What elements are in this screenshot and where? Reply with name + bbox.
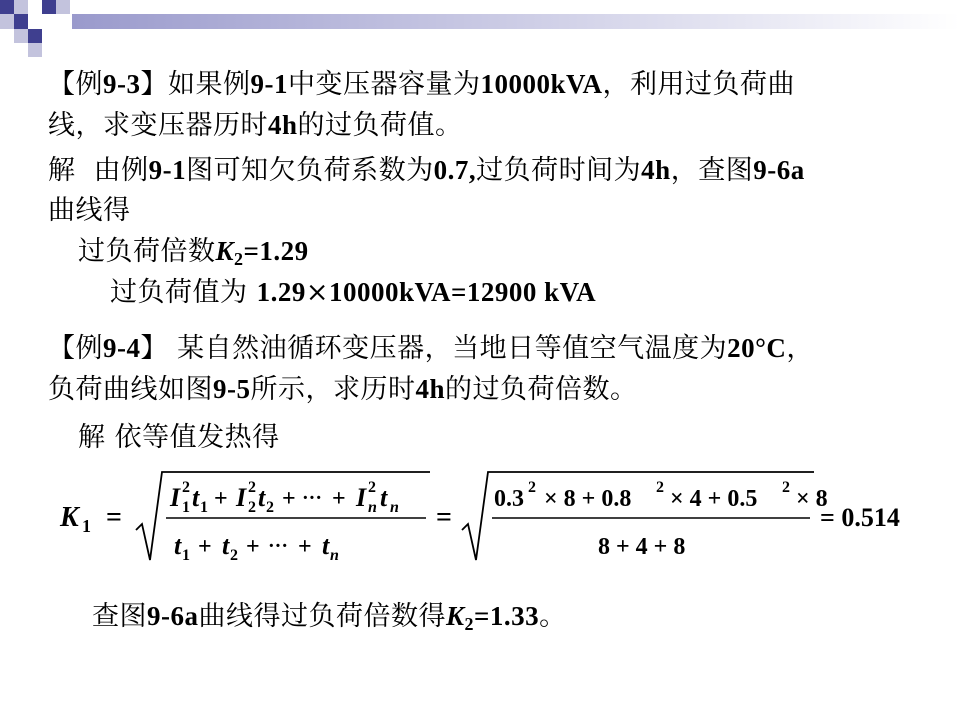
num2-d: × 8 — [796, 486, 828, 512]
text: 曲线得过负荷倍数得 — [198, 601, 446, 632]
text: 负荷曲线如图 — [48, 374, 213, 405]
example-9-4 — [48, 328, 814, 410]
den-t1-sub: 1 — [182, 547, 190, 564]
num-dots: ··· — [302, 487, 323, 509]
value-b: 10000kVA=12900 kVA — [328, 277, 597, 307]
k-value: =1.29 — [243, 236, 309, 266]
solution-9-3-line-2 — [48, 191, 805, 231]
example-9-4-line-1 — [48, 328, 814, 369]
num-t2: t — [258, 483, 266, 512]
num-tn-sub: n — [390, 499, 399, 516]
formula-svg — [58, 468, 938, 568]
text: 曲线得 — [48, 195, 131, 226]
figure-ref: 9-6a — [147, 601, 199, 631]
den-t2: t — [222, 531, 230, 560]
times-sign: × — [305, 277, 329, 308]
den-tn-sub: n — [330, 547, 339, 564]
equals-2: = — [436, 502, 452, 533]
figure-ref: 9-5 — [213, 374, 251, 404]
k-subscript: 2 — [464, 614, 475, 634]
example-9-3-line-1 — [48, 64, 795, 105]
num-t1-sub: 1 — [200, 499, 208, 516]
num-i2-sub: 2 — [248, 499, 256, 516]
num-i1-sub: 1 — [182, 499, 190, 516]
den-plus-3: + — [298, 534, 312, 560]
den-t2-sub: 2 — [230, 547, 238, 564]
k-symbol: K — [215, 236, 235, 266]
k-value: =1.33 — [474, 601, 540, 631]
num-i2: I — [236, 483, 247, 512]
text: 如果例 — [168, 69, 251, 100]
solution-9-3 — [48, 150, 805, 313]
deco-square-6 — [14, 29, 28, 43]
deco-gradient-bar — [72, 14, 960, 29]
coef: 0.7, — [433, 155, 477, 185]
solve-intro: 解 依等值发热得 — [78, 422, 280, 453]
k-symbol: K — [446, 601, 465, 631]
deco-square-3 — [0, 14, 14, 29]
num-i1: I — [170, 483, 181, 512]
result: = 0.514 — [820, 503, 900, 532]
solution-9-3-k2 — [48, 231, 805, 272]
deco-square-5 — [28, 29, 42, 43]
num2-c: × 4 + 0.5 — [670, 486, 758, 512]
example-number: 9-3 — [103, 69, 141, 99]
text: 的过负荷值。 — [297, 110, 463, 141]
lhs-sub: 1 — [82, 516, 91, 536]
num2-a: 0.3 — [494, 486, 524, 512]
text: 某自然油循环变压器，当地日等值空气温度为 — [177, 333, 728, 364]
num-tn: t — [380, 483, 388, 512]
text: ， — [786, 333, 814, 364]
num-plus-2: + — [282, 486, 296, 512]
deco-square-2 — [14, 0, 28, 14]
den-plus-1: + — [198, 534, 212, 560]
deco-square-1 — [0, 0, 14, 14]
num2-c-sup: 2 — [782, 479, 790, 496]
example-9-3-line-2 — [48, 105, 795, 146]
bracket-open: 【例 — [48, 69, 103, 100]
num-plus-1: + — [214, 486, 228, 512]
num2-b-sup: 2 — [656, 479, 664, 496]
num2-a-sup: 2 — [528, 479, 536, 496]
value-a: 1.29 — [256, 277, 306, 307]
text: 过负荷值为 — [110, 277, 248, 308]
num-t2-sub: 2 — [266, 499, 274, 516]
text: 。 — [539, 601, 567, 632]
text: ，查图 — [670, 155, 754, 186]
hours: 4h — [641, 155, 671, 185]
bracket-open: 【例 — [48, 333, 103, 364]
text: 所示，求历时 — [250, 374, 416, 405]
example-number: 9-4 — [103, 333, 141, 363]
example-9-4-line-2 — [48, 369, 814, 410]
num-i2-sup: 2 — [248, 479, 256, 496]
text: 查图 — [92, 601, 147, 632]
num-t1: t — [192, 483, 200, 512]
text: 由例 — [93, 155, 149, 186]
text: ，利用过负荷曲 — [602, 69, 796, 100]
temperature: 20°C — [727, 333, 787, 363]
text: 过负荷倍数 — [78, 236, 216, 267]
num-in: I — [356, 483, 367, 512]
equals-1: = — [106, 502, 122, 533]
lhs-k: K — [60, 502, 79, 533]
num-in-sub: n — [368, 499, 377, 516]
deco-square-4 — [14, 14, 28, 29]
deco-square-8 — [42, 0, 56, 14]
num2-b: × 8 + 0.8 — [544, 486, 632, 512]
text: 图可知欠负荷系数为 — [186, 155, 434, 186]
den-dots: ··· — [268, 535, 289, 557]
final-result — [92, 596, 567, 637]
hours: 4h — [268, 110, 298, 140]
solution-9-4 — [78, 418, 280, 458]
example-9-3 — [48, 64, 795, 146]
text: 的过负荷倍数。 — [445, 374, 638, 405]
bracket-close: 】 — [140, 69, 168, 100]
formula-k1 — [58, 468, 938, 568]
solution-9-3-line-1 — [48, 150, 805, 191]
text: 中变压器容量为 — [288, 69, 481, 100]
header-decoration — [0, 0, 960, 60]
text: 过负荷时间为 — [476, 155, 642, 186]
num-in-sup: 2 — [368, 479, 376, 496]
ref: 9-1 — [250, 69, 288, 99]
num-i1-sup: 2 — [182, 479, 190, 496]
den-plus-2: + — [246, 534, 260, 560]
den-tn: t — [322, 531, 330, 560]
den-t1: t — [174, 531, 182, 560]
text: 线，求变压器历时 — [48, 110, 268, 141]
bracket-close: 】 — [140, 333, 168, 364]
capacity: 10000kVA — [480, 69, 603, 99]
hours: 4h — [415, 374, 446, 404]
k-subscript: 2 — [234, 249, 244, 269]
deco-square-9 — [56, 0, 70, 14]
ref: 9-1 — [148, 155, 187, 185]
solution-9-3-value — [48, 272, 805, 313]
solve-label: 解 — [48, 155, 76, 186]
den2: 8 + 4 + 8 — [598, 534, 686, 560]
num-plus-3: + — [332, 486, 346, 512]
figure-ref: 9-6a — [753, 155, 805, 185]
deco-square-7 — [28, 43, 42, 57]
